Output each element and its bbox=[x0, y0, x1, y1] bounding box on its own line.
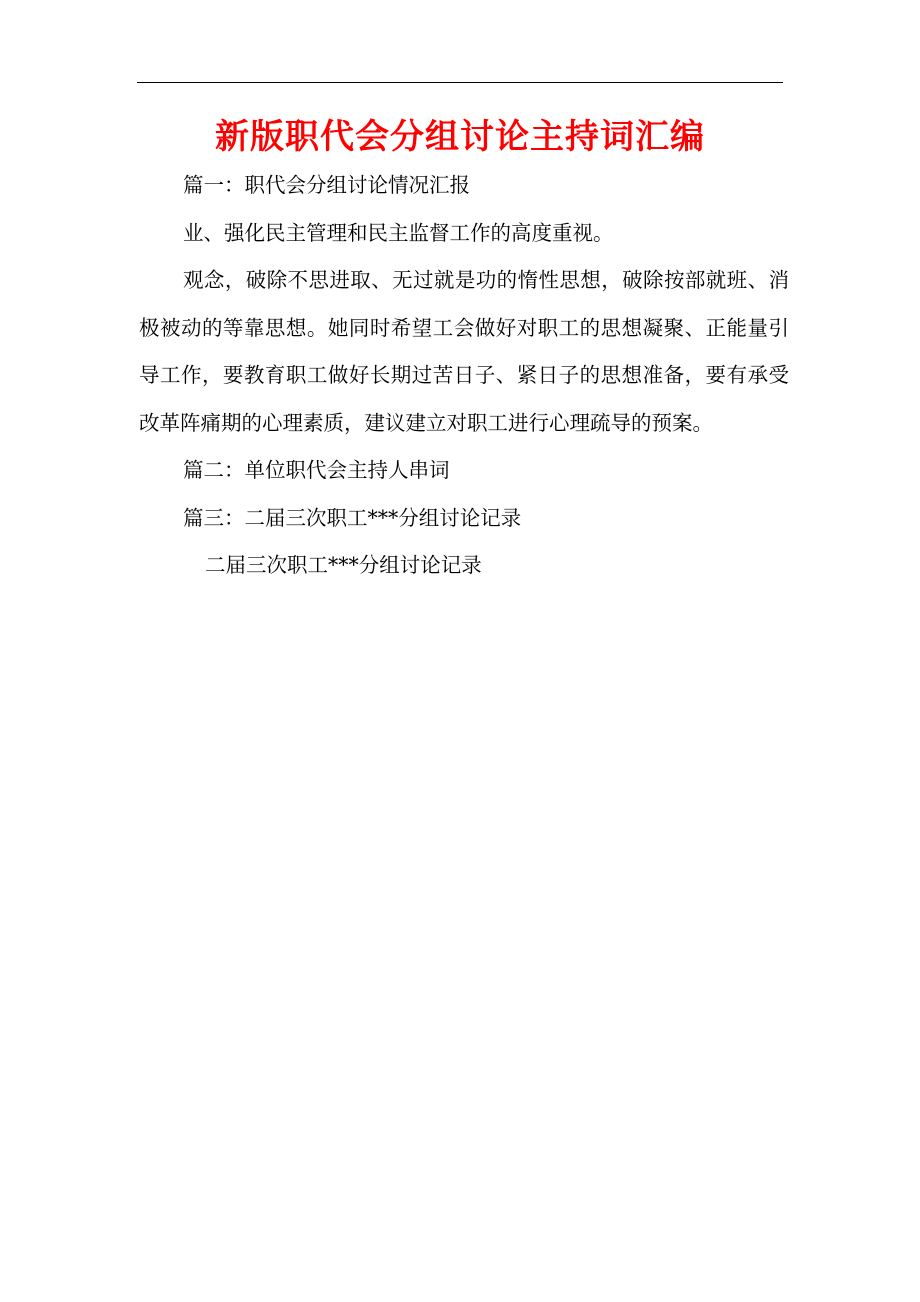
body-paragraph: 业、强化民主管理和民主监督工作的高度重视。 bbox=[183, 220, 614, 245]
header-rule bbox=[137, 82, 783, 83]
document-title: 新版职代会分组讨论主持词汇编 bbox=[215, 117, 705, 157]
section-heading-3: 篇三：二届三次职工***分组讨论记录 bbox=[183, 505, 522, 530]
record-heading: 二届三次职工***分组讨论记录 bbox=[205, 553, 482, 577]
section-heading-1: 篇一：职代会分组讨论情况汇报 bbox=[183, 173, 470, 197]
body-paragraph: 观念，破除不思进取、无过就是功的惰性思想，破除按部就班、消极被动的等靠思想。她同时希望工会做好对职工的思想凝聚、正能量引导工作，要教育职工做好长期过苦日子、紧日子的思想准备，要有承受改革阵痛期的心理素质，建议建立对职工进行心理疏导的预案。 bbox=[139, 268, 789, 435]
document-body bbox=[139, 162, 789, 590]
section-heading-2: 篇二：单位职代会主持人串词 bbox=[183, 458, 450, 482]
